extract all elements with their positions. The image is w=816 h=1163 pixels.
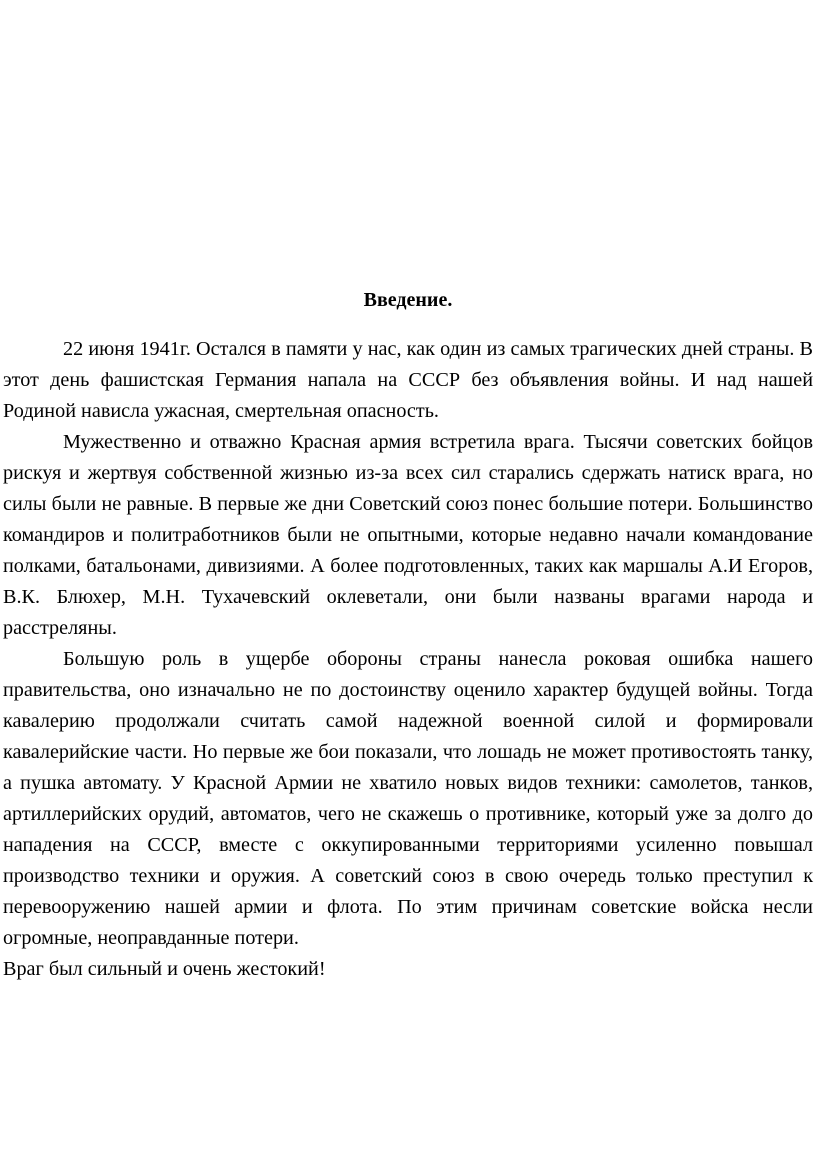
document-body <box>3 334 813 985</box>
paragraph-3: Большую роль в ущербе обороны страны нанесла роковая ошибка нашего правительства, оно изначально не по достоинству оценило характер будущей войны. Тогда кавалерию продолжали считать самой надежной военной силой и формировали кавалерийские части. Но первые же бои показали, что лошадь не может противостоять танку, а пушка автомату. У Красной Армии не хватило новых видов техники: самолетов, танков, артиллерийских орудий, автоматов, чего не скажешь о противнике, который уже за долго до нападения на СССР, вместе с оккупированными территориями усиленно повышал производство техники и оружия. А советский союз в свою очередь только преступил к перевооружению нашей армии и флота. По этим причинам советские войска несли огромные, неоправданные потери. <box>3 648 813 949</box>
paragraph-1: 22 июня 1941г. Остался в памяти у нас, как один из самых трагических дней страны. В этот день фашистская Германия напала на СССР без объявления войны. И над нашей Родиной нависла ужасная, смертельная опасность. <box>3 338 813 422</box>
page-title: Введение. <box>363 289 453 311</box>
paragraph-2: Мужественно и отважно Красная армия встретила врага. Тысячи советских бойцов рискуя и жертвуя собственной жизнью из-за всех сил старались сдержать натиск врага, но силы были не равные. В первые же дни Советский союз понес большие потери. Большинство командиров и политработников были не опытными, которые недавно начали командование полками, батальонами, дивизиями. А более подготовленных, таких как маршалы А.И Егоров, В.К. Блюхер, М.Н. Тухачевский оклеветали, они были названы врагами народа и расстреляны. <box>3 431 813 639</box>
closing-line: Враг был сильный и очень жестокий! <box>3 958 326 980</box>
